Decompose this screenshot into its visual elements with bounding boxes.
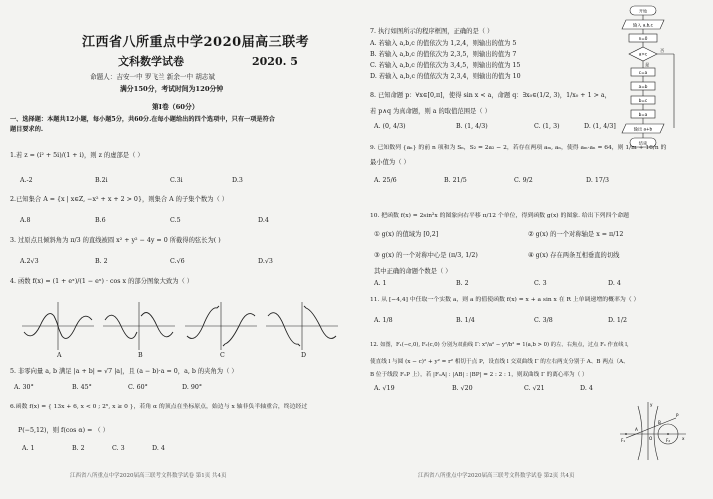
q6-option-a: A. 1 (22, 445, 35, 452)
flow-step-1: c=a (638, 70, 648, 75)
q1-option-c: C.3i (170, 177, 183, 184)
question-3: 3. 过原点且倾斜角为 π/3 的直线被圆 x² + y² − 4y = 0 所截得的弦长为( ) (10, 237, 221, 244)
question-6: 6.函数 f(x) = { 13x + 6, x < 0 ; 2ˣ, x ≥ 0 }，若角 α 的顶点在坐标原点，始边与 x 轴非负半轴重合，终边经过 (10, 404, 308, 410)
question-12: 12. 如图，F₁(−c,0), F₂(c,0) 分别为双曲线 Γ: x²/a² − y²/b² = 1(a,b > 0) 的左、右焦点，过点 F₁ 作直线 l， (370, 342, 633, 348)
q12-option-d: D. 4 (580, 385, 593, 392)
q11-option-c: C. 3/8 (534, 317, 553, 324)
q10-item-4: ④ g(x) 存在两条互相垂直的切线 (528, 252, 620, 259)
q1-option-a: A.-2 (20, 177, 33, 184)
q8-option-c: C. (1, 3) (534, 123, 560, 130)
q4-graph-d (266, 302, 338, 350)
question-1: 1.若 z = (i² + 5i)/(1 + i)，则 z 的虚部是（ ） (10, 152, 144, 159)
q2-option-d: D.4 (258, 217, 269, 224)
q12-figure (618, 400, 688, 462)
question-8: 8. 已知命题 p：∀x∈[0,π]，使得 sin x < a，命题 q：∃x₀∈(1/2, 3)，1/x₀ + 1 > a， (370, 92, 611, 99)
q1-option-d: D.3 (232, 177, 243, 184)
flow-end: 结束 (638, 140, 648, 146)
question-7: 7. 执行如图所示的程序框图，正确的是（ ） (370, 28, 494, 35)
question-9: 9. 已知数列 {aₙ} 的前 n 项和为 Sₙ，S₂ = 2a₂ − 2，若存在两项 aₘ, aₙ，使得 aₘ·aₙ = 64，则 1/m + 16/n 的 (370, 145, 667, 151)
flow-yes: 是 (645, 62, 650, 67)
fig-label-a: A (635, 427, 638, 432)
q11-option-b: B. 1/4 (456, 317, 475, 324)
flow-no: 否 (660, 48, 665, 53)
q3-option-c: C.√6 (170, 258, 185, 265)
flow-step-2: a=b (638, 84, 648, 89)
question-4: 4. 函数 f(x) = (1 + eˣ)/(1 − eˣ) · cos x 的部分图象大致为（ ） (10, 278, 194, 285)
exam-date: 2020. 5 (252, 55, 298, 68)
question-8-cont: 若 p∧q 为真命题，则 a 的取值范围是（ ） (370, 108, 491, 115)
authors: 命题人：吉安一中 罗飞兰 新余一中 胡志斌 (90, 73, 215, 81)
q10-item-2: ② g(x) 的一个对称轴是 x = π/12 (528, 231, 624, 238)
q11-option-d: D. 1/2 (608, 317, 627, 324)
q11-option-a: A. 1/8 (374, 317, 393, 324)
q12-option-b: B. √20 (452, 385, 473, 392)
q4-graph-b (103, 302, 175, 350)
q7-flowchart (614, 4, 694, 154)
question-11: 11. 从 [−4,4] 中任取一个实数 a，则 a 的值使函数 f(x) = x + a sin x 在 R 上单调递增的概率为（ ） (370, 297, 640, 303)
q10-option-d: D. 4 (608, 280, 621, 287)
exam-subtitle: 文科数学试卷 (118, 55, 184, 68)
q5-option-d: D. 90° (182, 384, 202, 391)
volume-heading: 第Ⅰ卷（60分） (152, 103, 199, 111)
q3-option-b: B. 2 (95, 258, 108, 265)
fig-label-o: O (649, 436, 653, 441)
fig-label-p: P (676, 413, 679, 418)
q4-option-b: B (138, 352, 143, 359)
q2-option-b: B.6 (95, 217, 106, 224)
q8-option-d: D. (1, 4/3] (584, 123, 616, 130)
question-9-cont: 最小值为（ ） (370, 159, 410, 166)
question-6-cont: P(−5,12)，则 f(cos α) = （ ） (18, 427, 109, 434)
flow-start: 开始 (638, 8, 648, 14)
q3-option-d: D.√3 (258, 258, 273, 265)
q9-option-b: B. 21/5 (444, 177, 467, 184)
exam-info: 满分150分，考试时间为120分钟 (120, 85, 224, 93)
flow-init: n=0 (638, 36, 648, 41)
section-header-cont: 题目要求的. (10, 126, 44, 133)
q5-option-b: B. 45° (72, 384, 92, 391)
flow-step-3: b=c (638, 98, 648, 103)
q5-option-c: C. 60° (128, 384, 148, 391)
q7-option-c: C. 若输入 a,b,c 的值依次为 3,4,5，则输出的值为 15 (370, 62, 521, 69)
q4-graph-a (22, 302, 94, 350)
q6-option-b: B. 2 (72, 445, 85, 452)
q9-option-a: A. 25/6 (374, 177, 397, 184)
q2-option-c: C.5 (170, 217, 181, 224)
q4-option-c: C (220, 352, 225, 359)
q5-option-a: A. 30° (14, 384, 34, 391)
q6-option-d: D. 4 (152, 445, 165, 452)
q8-option-a: A. (0, 4/3) (374, 123, 406, 130)
flow-condition: a>c (638, 51, 648, 57)
question-12-line2: 使直线 l 与圆 (x − c)² + y² = r² 相切于点 P，设直线 l 交双曲线 Γ 的左右两支分别于 A、B 两点（A、 (370, 359, 629, 365)
q3-option-a: A.2√3 (20, 258, 39, 265)
flow-input: 输入 a,b,c (633, 22, 653, 28)
q12-option-a: A. √19 (374, 385, 395, 392)
exam-title: 江西省八所重点中学2020届高三联考 (82, 35, 310, 50)
q10-option-c: C. 3 (534, 280, 547, 287)
question-5: 5. 非零向量 a, b 满足 |a + b| = √7 |a|，且 (a − b)·a = 0，a, b 的夹角为（ ） (10, 368, 238, 375)
fig-label-b: B (658, 420, 661, 425)
q7-option-a: A. 若输入 a,b,c 的值依次为 1,2,4，则输出的值为 5 (370, 40, 517, 47)
q2-option-a: A.8 (20, 217, 31, 224)
q4-option-d: D (301, 352, 307, 359)
q9-option-d: D. 17/3 (586, 177, 609, 184)
q10-option-a: A. 1 (374, 280, 387, 287)
q7-option-d: D. 若输入 a,b,c 的值依次为 2,3,4，则输出的值为 10 (370, 73, 521, 80)
fig-label-y: y (650, 402, 653, 407)
section-header: 一、选择题：本题共12小题，每小题5分，共60分.在每小题给出的四个选项中，只有一项是符合 (10, 116, 275, 123)
page-footer-right: 江西省八所重点中学2020届高三联考文科数学试卷 第2页 共4页 (418, 473, 575, 479)
left-page (0, 0, 356, 499)
q1-option-b: B.2i (95, 177, 108, 184)
q10-item-3: ③ g(x) 的一个对称中心是 (π/3, 1/2) (374, 252, 478, 259)
page-footer-left: 江西省八所重点中学2020届高三联考文科数学试卷 第1页 共4页 (70, 473, 227, 479)
flow-step-4: b=a (638, 112, 648, 117)
right-page (356, 0, 713, 499)
fig-label-x: x (682, 436, 685, 441)
q10-item-1: ① g(x) 的值域为 [0,2] (374, 231, 439, 238)
q10-tail: 其中正确的命题个数是（ ） (374, 268, 452, 275)
q6-option-c: C. 3 (112, 445, 125, 452)
q10-option-b: B. 2 (456, 280, 469, 287)
q4-graph-c (185, 302, 257, 350)
q7-option-b: B. 若输入 a,b,c 的值依次为 2,3,5，则输出的值为 7 (370, 51, 517, 58)
flow-output: 输出 a+b (633, 126, 653, 132)
question-12-line3: B 位于线段 F₁P 上），若 |F₁A| : |AB| : |BP| = 2 : 2 : 1，则双曲线 Γ 的离心率为（ ） (370, 372, 588, 378)
question-2: 2.已知集合 A = {x | x∈Z, −x² + x + 2 > 0}，则集合 A 的子集个数为（ ） (10, 196, 229, 203)
fig-label-f2: F₂ (666, 438, 671, 443)
question-10: 10. 把函数 f(x) = 2sin²x 的图象向右平移 π/12 个单位，得到函数 g(x) 的图象. 给出下列四个命题 (370, 213, 630, 219)
q8-option-b: B. (1, 4/3) (456, 123, 488, 130)
fig-label-f1: F₁ (621, 438, 626, 443)
q9-option-c: C. 9/2 (514, 177, 533, 184)
q12-option-c: C. √21 (524, 385, 545, 392)
q4-option-a: A (57, 352, 62, 359)
